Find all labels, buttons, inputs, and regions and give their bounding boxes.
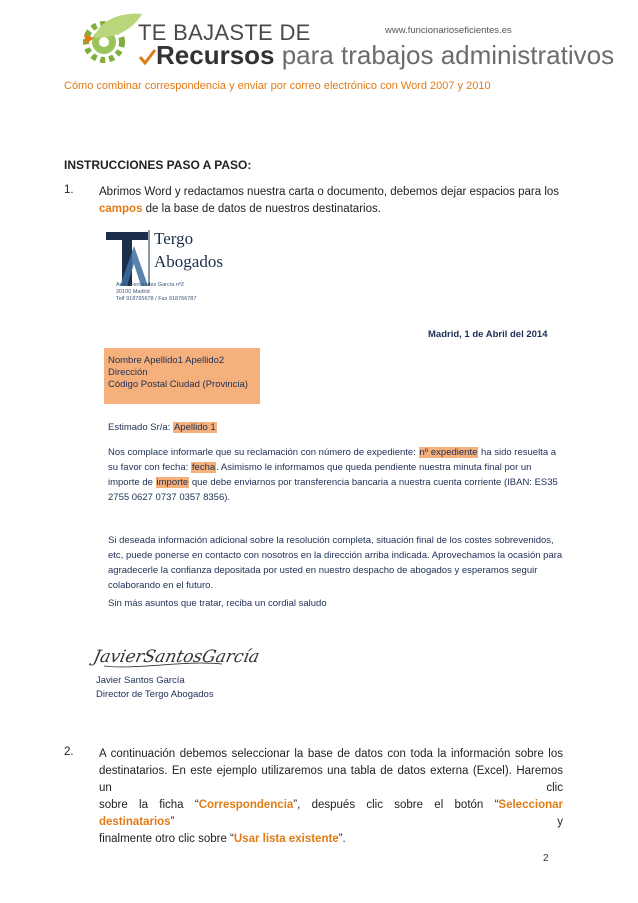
field-expediente: nº expediente [419, 447, 478, 458]
instructions-heading: INSTRUCCIONES PASO A PASO: [64, 158, 252, 172]
p1-line1a: Nos complace informarle que su reclamación con número de expediente: [108, 447, 416, 458]
greeting-text: Estimado Sr/a: [108, 422, 171, 433]
greeting-field: Apellido 1 [173, 422, 216, 433]
step2-line4 [99, 831, 563, 848]
p1-line1b: ha sido resuelta a [481, 447, 557, 458]
header-tagline: para trabajos administrativos [274, 40, 615, 70]
header-title-line2 [138, 40, 614, 71]
firm-address [116, 282, 196, 303]
step2-l4a: finalmente otro clic sobre “ [99, 833, 234, 845]
firm-addr-3: Telf 918765678 / Fax 918766787 [116, 296, 197, 302]
address-line3: Código Postal Ciudad (Provincia) [108, 379, 248, 390]
header-recursos: Recursos [156, 40, 275, 70]
p2-line4: colaborando en el futuro. [108, 580, 214, 591]
p2-line1: Si deseada información adicional sobre la resolución completa, situación final de los costes sobrevenidos, [108, 535, 554, 546]
address-fields [108, 353, 248, 392]
step1-text [99, 184, 563, 218]
p1-line4: 2755 0627 0737 0357 8356). [108, 492, 231, 503]
firm-name-line1: Tergo [154, 229, 194, 248]
step2-l3b: ”, después clic sobre el botón “ [293, 799, 499, 811]
address-line2: Dirección [108, 367, 148, 378]
document-subtitle: Cómo combinar correspondencia y enviar por correo electrónico con Word 2007 y 2010 [64, 80, 491, 92]
step2-l3c: ” y [170, 816, 563, 828]
firm-addr-2: 20100 Madrid [116, 289, 150, 295]
address-line1: Nombre Apellido1 Apellido2 [108, 355, 225, 366]
step1-text-b: de la base de datos de nuestros destinatarios. [142, 203, 381, 215]
step2-line1: A continuación debemos seleccionar la base de datos con toda la información sobre los [99, 748, 563, 760]
firm-addr-1: Avda Fernández García nº2 [116, 282, 184, 288]
step2-usar-lista: Usar lista existente [233, 833, 339, 845]
letter-paragraph-2 [108, 533, 562, 593]
letter-paragraph-1 [108, 445, 558, 505]
step2-text [99, 746, 563, 848]
check-icon [138, 48, 156, 66]
page-number: 2 [543, 853, 549, 864]
step1-number: 1. [64, 184, 74, 196]
firm-logo-icon [104, 228, 150, 288]
step2-correspondencia: Correspondencia [198, 799, 294, 811]
step2-l4b: ”. [338, 833, 346, 845]
step1-highlight: campos [99, 203, 143, 215]
svg-text:JavierSantosGarcía: JavierSantosGarcía [91, 647, 262, 667]
site-url: www.funcionarioseficientes.es [385, 25, 512, 36]
header-title-line1: TE BAJASTE DE [138, 20, 311, 45]
step2-number: 2. [64, 746, 74, 758]
signature-icon [91, 636, 262, 672]
p1-line2a: su favor con fecha: [108, 462, 189, 473]
field-importe: importe [156, 477, 189, 488]
step1-text-a: Abrimos Word y redactamos nuestra carta o documento, debemos dejar espacios para los [99, 186, 560, 198]
firm-name-line2: Abogados [154, 252, 223, 271]
p1-line3a: importe de [108, 477, 153, 488]
letter-date: Madrid, 1 de Abril del 2014 [428, 329, 548, 340]
step2-l3a: sobre la ficha “ [99, 799, 199, 811]
signer-title: Director de Tergo Abogados [96, 689, 214, 700]
greeting [108, 422, 217, 433]
p2-line3: agradecerle la confianza depositada por usted en nuestro despacho de abogados y esperamos seguir [108, 565, 538, 576]
p2-line2: etc, puede ponerse en contacto con nosotros en la dirección arriba indicada. Aprovechamos la ocasión para [108, 550, 563, 561]
p1-line2b: . Asimismo le informamos que queda pendiente nuestra minuta final por un [216, 462, 532, 473]
signer-name: Javier Santos García [96, 675, 185, 686]
step2-line2: destinatarios. En este ejemplo utilizaremos una tabla de datos externa (Excel). Haremos un clic [99, 765, 563, 794]
step2-line3 [99, 797, 563, 831]
step2-seleccionar: Seleccionar destinatarios [99, 799, 563, 828]
letter-closing: Sin más asuntos que tratar, reciba un cordial saludo [108, 598, 327, 609]
field-fecha: fecha [191, 462, 216, 473]
p1-line3b: que debe enviarnos por transferencia bancaria a nuestra cuenta corriente (IBAN: ES35 [191, 477, 558, 488]
